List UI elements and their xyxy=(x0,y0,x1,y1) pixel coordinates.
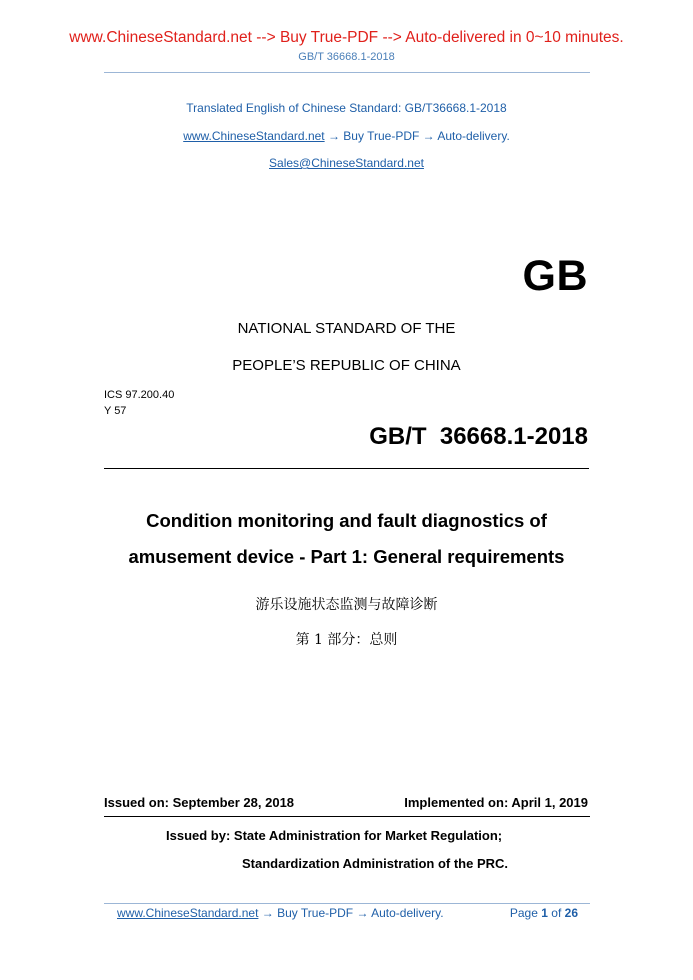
implemented-on-date: Implemented on: April 1, 2019 xyxy=(404,795,588,810)
sales-email-row xyxy=(0,156,693,170)
title-cn-line1: 游乐设施状态监测与故障诊断 xyxy=(255,597,438,613)
sales-email-link[interactable]: Sales@ChineseStandard.net xyxy=(269,156,424,170)
issue-divider xyxy=(104,816,590,817)
translation-notice: Translated English of Chinese Standard: GB/T36668.1-2018 xyxy=(186,101,507,115)
footer-link-row xyxy=(117,906,444,920)
standard-number: GB/T 36668.1-2018 xyxy=(369,423,588,450)
site-link[interactable]: www.ChineseStandard.net xyxy=(183,129,325,143)
title-en-line2: amusement device - Part 1: General requirements xyxy=(128,546,565,567)
purchase-link-row xyxy=(0,129,693,143)
footer-site-link[interactable]: www.ChineseStandard.net xyxy=(117,906,259,920)
page-total: 26 xyxy=(564,906,578,920)
page-of: of xyxy=(551,906,562,920)
page-indicator xyxy=(510,906,578,920)
issued-by-line2: Standardization Administration of the PRC. xyxy=(242,856,509,871)
issued-on-date: Issued on: September 28, 2018 xyxy=(104,795,295,810)
ics-code: ICS 97.200.40 xyxy=(104,389,175,401)
purchase-link-suffix: → Buy True-PDF → Auto-delivery. xyxy=(324,129,510,143)
page-label: Page xyxy=(509,906,538,920)
classification-block xyxy=(104,387,174,419)
header-standard-code: GB/T 36668.1-2018 xyxy=(298,51,395,63)
issued-by-line1: Issued by: State Administration for Market Regulation; xyxy=(166,828,503,843)
promo-banner: www.ChineseStandard.net --> Buy True-PDF --> Auto-delivered in 0~10 minutes. xyxy=(69,29,624,46)
page-current: 1 xyxy=(541,906,548,920)
gb-mark: GB xyxy=(522,252,588,300)
title-divider xyxy=(104,468,589,469)
ccs-code: Y 57 xyxy=(104,405,127,417)
header-divider xyxy=(104,72,590,73)
footer-link-suffix: → Buy True-PDF → Auto-delivery. xyxy=(258,906,444,920)
national-standard-line1: NATIONAL STANDARD OF THE xyxy=(237,320,456,337)
national-standard-line2: PEOPLE’S REPUBLIC OF CHINA xyxy=(232,357,461,374)
title-cn-line2: 第 1 部分：总则 xyxy=(295,632,398,648)
footer-divider xyxy=(104,903,590,904)
title-en-line1: Condition monitoring and fault diagnostics of xyxy=(146,510,547,531)
